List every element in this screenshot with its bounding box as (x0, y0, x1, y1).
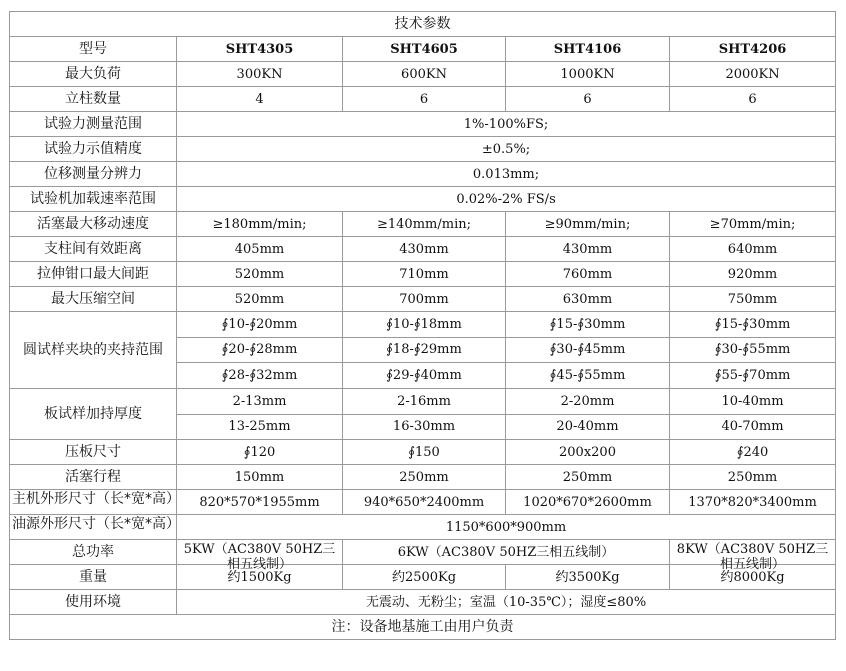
cell: 0.02%-2% FS/s (177, 187, 836, 212)
table-row (10, 212, 836, 237)
cell-text: 8KW（AC380V 50HZ三相五线制） (676, 542, 829, 572)
cell (177, 540, 343, 572)
cell: 750mm (670, 287, 836, 312)
table-row (10, 490, 836, 515)
row-label: 试验力示值精度 (10, 137, 177, 162)
models-label: 型号 (10, 37, 177, 62)
table-row (10, 87, 836, 112)
cell: ∮18-∮29mm (343, 337, 506, 363)
cell: 13-25mm (177, 414, 343, 440)
cell: 430mm (506, 237, 670, 262)
table-row (10, 187, 836, 212)
row-label: 支柱间有效距离 (10, 237, 177, 262)
cell: ∮10-∮18mm (343, 312, 506, 338)
cell: 约8000Kg (670, 565, 836, 590)
cell: 200x200 (506, 440, 670, 465)
cell: ∮30-∮45mm (506, 337, 670, 363)
cell: ∮29-∮40mm (343, 363, 506, 389)
table-row (10, 312, 836, 338)
row-label: 圆试样夹块的夹持范围 (10, 312, 177, 389)
cell: ∮120 (177, 440, 343, 465)
table-row (10, 237, 836, 262)
row-label: 使用环境 (10, 590, 177, 615)
model-4: SHT4206 (670, 37, 836, 62)
row-label: 试验机加载速率范围 (10, 187, 177, 212)
cell: 1%-100%FS; (177, 112, 836, 137)
cell: 4 (177, 87, 343, 112)
cell: 约3500Kg (506, 565, 670, 590)
cell: ∮240 (670, 440, 836, 465)
cell: 6 (506, 87, 670, 112)
cell: ∮15-∮30mm (670, 312, 836, 338)
cell: 20-40mm (506, 414, 670, 440)
cell: 630mm (506, 287, 670, 312)
cell: ∮45-∮55mm (506, 363, 670, 389)
table-row (10, 540, 836, 565)
row-label-text: 油源外形尺寸（长*宽*高） (12, 516, 180, 532)
cell: 2000KN (670, 62, 836, 87)
row-label: 最大负荷 (10, 62, 177, 87)
cell: 6 (670, 87, 836, 112)
cell: 640mm (670, 237, 836, 262)
row-label: 重量 (10, 565, 177, 590)
table-row (10, 162, 836, 187)
cell: 2-13mm (177, 389, 343, 415)
cell: 0.013mm; (177, 162, 836, 187)
spec-table (9, 11, 836, 640)
table-row (10, 515, 836, 540)
cell (670, 540, 836, 572)
cell: 约1500Kg (177, 565, 343, 590)
cell: 1370*820*3400mm (670, 490, 836, 515)
cell: 无震动、无粉尘；室温（10-35℃）；湿度≤80% (177, 590, 836, 615)
table-row (10, 440, 836, 465)
cell: 430mm (343, 237, 506, 262)
cell: 1150*600*900mm (177, 515, 836, 540)
cell: ≥180mm/min; (177, 212, 343, 237)
cell: 6 (343, 87, 506, 112)
cell: 1000KN (506, 62, 670, 87)
cell: 约2500Kg (343, 565, 506, 590)
cell: 520mm (177, 287, 343, 312)
row-label: 立柱数量 (10, 87, 177, 112)
row-label: 压板尺寸 (10, 440, 177, 465)
cell: 700mm (343, 287, 506, 312)
cell: ±0.5%; (177, 137, 836, 162)
cell: 16-30mm (343, 414, 506, 440)
model-2: SHT4605 (343, 37, 506, 62)
row-label-text: 主机外形尺寸（长*宽*高） (12, 491, 180, 507)
table-row (10, 590, 836, 615)
cell: 250mm (670, 465, 836, 490)
cell: 760mm (506, 262, 670, 287)
row-label: 试验力测量范围 (10, 112, 177, 137)
table-row (10, 62, 836, 87)
cell: 40-70mm (670, 414, 836, 440)
row-label: 板试样加持厚度 (10, 389, 177, 440)
cell: 600KN (343, 62, 506, 87)
title-row (10, 12, 836, 37)
row-label: 活塞行程 (10, 465, 177, 490)
cell: ∮28-∮32mm (177, 363, 343, 389)
table-row (10, 565, 836, 590)
model-3: SHT4106 (506, 37, 670, 62)
cell: 250mm (506, 465, 670, 490)
cell-text: 5KW（AC380V 50HZ三相五线制） (183, 542, 336, 572)
cell: 920mm (670, 262, 836, 287)
cell: 2-20mm (506, 389, 670, 415)
row-label: 活塞最大移动速度 (10, 212, 177, 237)
cell: ≥70mm/min; (670, 212, 836, 237)
cell: ≥140mm/min; (343, 212, 506, 237)
row-label (10, 490, 180, 515)
cell: 6KW（AC380V 50HZ三相五线制） (343, 540, 670, 565)
cell: 710mm (343, 262, 506, 287)
table-row (10, 287, 836, 312)
table-title: 技术参数 (10, 12, 836, 37)
table-row (10, 465, 836, 490)
cell: 1020*670*2600mm (506, 490, 670, 515)
row-label: 位移测量分辨力 (10, 162, 177, 187)
cell: 300KN (177, 62, 343, 87)
cell: ∮30-∮55mm (670, 337, 836, 363)
cell: ≥90mm/min; (506, 212, 670, 237)
cell: 820*570*1955mm (177, 490, 343, 515)
row-label: 总功率 (10, 540, 177, 565)
note-row (10, 615, 836, 640)
cell: ∮150 (343, 440, 506, 465)
cell: 2-16mm (343, 389, 506, 415)
row-label (10, 515, 180, 540)
row-label: 拉伸钳口最大间距 (10, 262, 177, 287)
cell: ∮55-∮70mm (670, 363, 836, 389)
table-note: 注：设备地基施工由用户负责 (10, 615, 836, 640)
cell: ∮20-∮28mm (177, 337, 343, 363)
cell: 10-40mm (670, 389, 836, 415)
cell: 250mm (343, 465, 506, 490)
table-row (10, 112, 836, 137)
cell: 520mm (177, 262, 343, 287)
row-label: 最大压缩空间 (10, 287, 177, 312)
cell: 405mm (177, 237, 343, 262)
cell: ∮10-∮20mm (177, 312, 343, 338)
model-row (10, 37, 836, 62)
cell: 940*650*2400mm (343, 490, 506, 515)
model-1: SHT4305 (177, 37, 343, 62)
table-row (10, 262, 836, 287)
table-row (10, 389, 836, 415)
cell: ∮15-∮30mm (506, 312, 670, 338)
cell: 150mm (177, 465, 343, 490)
table-row (10, 137, 836, 162)
